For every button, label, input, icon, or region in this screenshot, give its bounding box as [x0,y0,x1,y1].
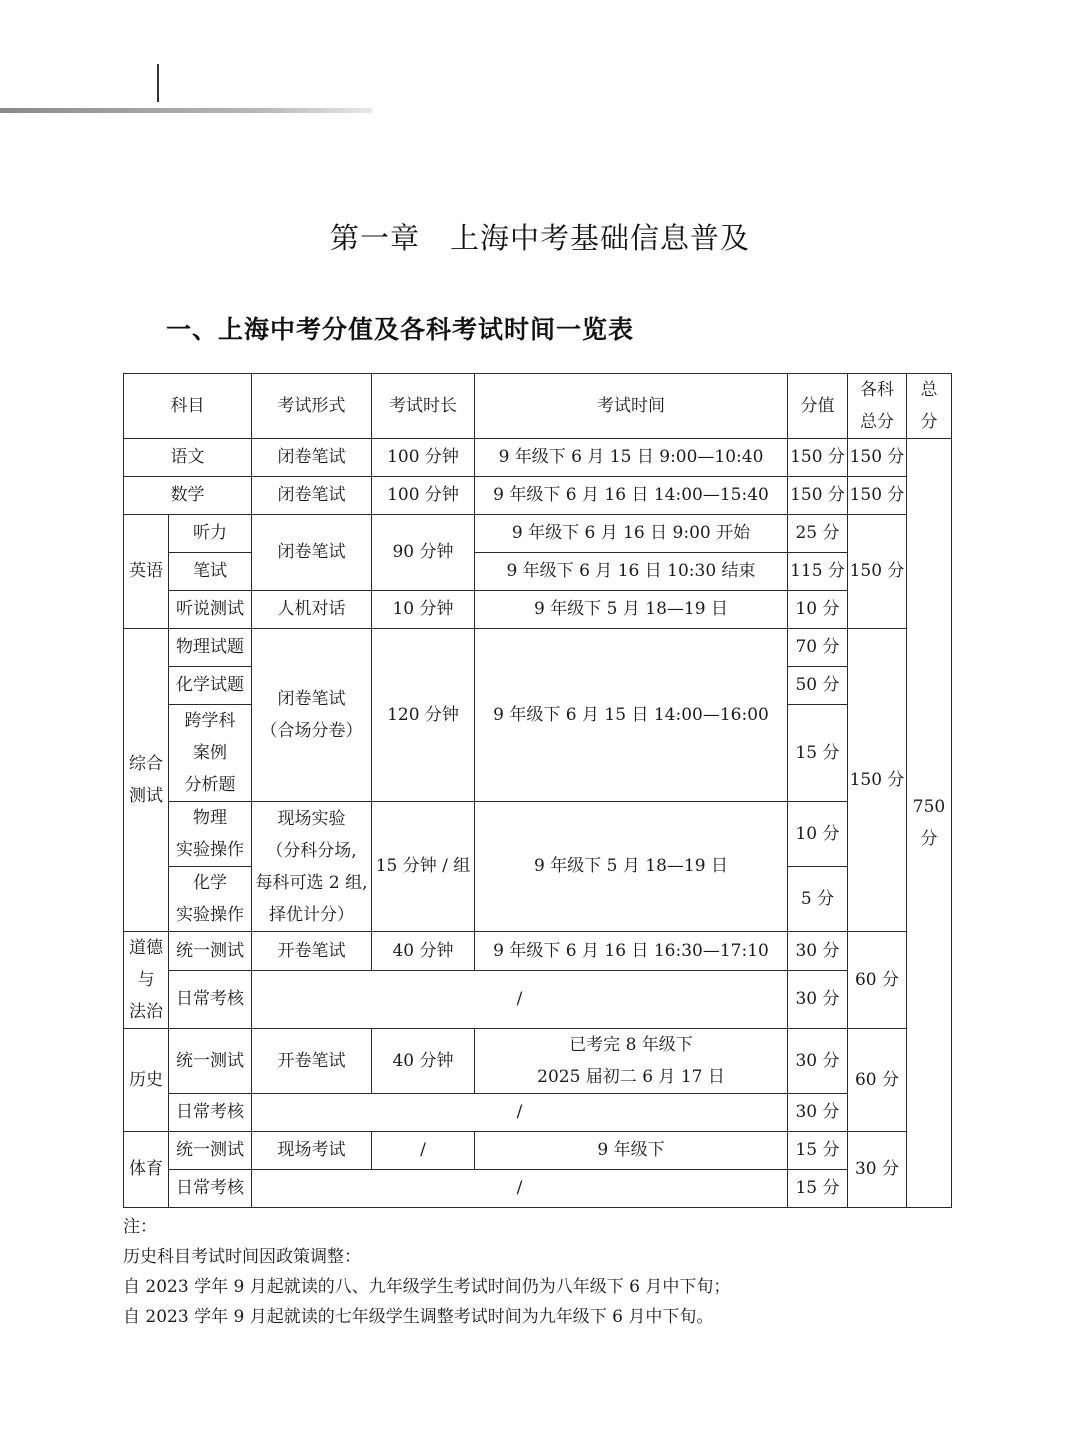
english-listening-time: 9 年级下 6 月 16 日 9:00 开始 [475,515,788,553]
comp-cross-name-line2: 案例 [193,743,227,763]
comp-physics-lab-name-line1: 物理 [193,808,227,828]
table-row-english-listening [124,515,952,553]
comp-lab-format [252,802,372,932]
table-row-english-written [124,553,952,591]
chinese-name: 语文 [124,439,252,477]
pe-unified-duration: / [372,1132,475,1170]
table-row-english-speaking [124,591,952,629]
english-speaking-duration: 10 分钟 [372,591,475,629]
morality-unified-name: 统一测试 [169,932,252,971]
morality-name-line3: 法治 [129,1002,163,1022]
comp-total: 150 分 [848,629,907,932]
table-row-pe-unified [124,1132,952,1170]
table-row-pe-daily [124,1170,952,1208]
morality-total: 60 分 [848,932,907,1029]
english-listening-name: 听力 [169,515,252,553]
comp-written-format-line1: 闭卷笔试 [277,689,346,709]
english-written-time: 9 年级下 6 月 16 日 10:30 结束 [475,553,788,591]
header-grand-total-line1: 总 [920,380,938,400]
history-daily-name: 日常考核 [169,1094,252,1132]
english-speaking-score: 10 分 [788,591,848,629]
chapter-title: 第一章 上海中考基础信息普及 [329,221,750,255]
header-tick-mark [157,64,159,102]
comp-chemistry-name: 化学试题 [169,667,252,705]
math-total: 150 分 [848,477,907,515]
history-unified-score: 30 分 [788,1029,848,1094]
pe-daily-name: 日常考核 [169,1170,252,1208]
morality-unified-score: 30 分 [788,932,848,971]
comp-cross-name [169,705,252,802]
history-unified-name: 统一测试 [169,1029,252,1094]
notes-line3: 自 2023 学年 9 月起就读的七年级学生调整考试时间为九年级下 6 月中下旬。 [123,1307,714,1327]
comp-lab-format-line3: 每科可选 2 组, [255,872,368,893]
pe-unified-time: 9 年级下 [475,1132,788,1170]
pe-name: 体育 [124,1132,169,1208]
comp-name [124,629,169,932]
notes-label: 注： [123,1217,157,1237]
table-row-comp-physics-lab-a [124,802,952,835]
table-row-math [124,477,952,515]
comp-cross-name-line1: 跨学科 [184,711,236,731]
history-unified-time-line2: 2025 届初二 6 月 17 日 [537,1067,725,1087]
comp-written-format-line2: （合场分卷） [260,721,363,741]
chinese-time: 9 年级下 6 月 15 日 9:00—10:40 [475,439,788,477]
header-subject: 科目 [124,374,252,439]
chinese-score: 150 分 [788,439,848,477]
comp-physics-name: 物理试题 [169,629,252,667]
comp-chemistry-lab-name-line2: 实验操作 [176,905,244,925]
table-row-morality-unified [124,932,952,971]
grand-total-unit: 分 [920,829,938,849]
english-speaking-format: 人机对话 [252,591,372,629]
math-format: 闭卷笔试 [252,477,372,515]
notes [123,1212,730,1332]
table-row-chinese [124,439,952,477]
morality-unified-format: 开卷笔试 [252,932,372,971]
english-name: 英语 [124,515,169,629]
section-title: 一、上海中考分值及各科考试时间一览表 [166,315,635,344]
morality-daily-value: / [252,971,788,1029]
english-speaking-time: 9 年级下 5 月 18—19 日 [475,591,788,629]
pe-unified-score: 15 分 [788,1132,848,1170]
comp-cross-score: 15 分 [788,705,848,802]
math-time: 9 年级下 6 月 16 日 14:00—15:40 [475,477,788,515]
comp-written-format [252,629,372,802]
comp-physics-lab-name-line2: 实验操作 [176,840,244,860]
history-unified-duration: 40 分钟 [372,1029,475,1094]
table-row-history-daily [124,1094,952,1132]
comp-lab-time: 9 年级下 5 月 18—19 日 [475,802,788,932]
morality-daily-score: 30 分 [788,971,848,1029]
pe-unified-format: 现场考试 [252,1132,372,1170]
comp-cross-name-line3: 分析题 [184,775,236,795]
morality-unified-duration: 40 分钟 [372,932,475,971]
table-row-history-unified [124,1029,952,1094]
english-shared-format: 闭卷笔试 [252,515,372,591]
chinese-total: 150 分 [848,439,907,477]
comp-name-line2: 测试 [129,786,163,806]
header-subject-total-line1: 各科 [860,380,894,400]
comp-written-duration: 120 分钟 [372,629,475,802]
comp-lab-format-line4: 择优计分） [269,904,354,925]
history-unified-format: 开卷笔试 [252,1029,372,1094]
notes-line2: 自 2023 学年 9 月起就读的八、九年级学生考试时间仍为八年级下 6 月中下旬； [123,1277,731,1297]
header-subject-total-line2: 总分 [860,412,894,432]
history-daily-score: 30 分 [788,1094,848,1132]
chinese-duration: 100 分钟 [372,439,475,477]
comp-chemistry-lab-score: 5 分 [788,867,848,932]
pe-unified-name: 统一测试 [169,1132,252,1170]
grand-total [907,439,952,1208]
table-row-morality-daily [124,971,952,1029]
english-written-name: 笔试 [169,553,252,591]
english-shared-duration: 90 分钟 [372,515,475,591]
comp-name-line1: 综合 [129,754,163,774]
history-name: 历史 [124,1029,169,1132]
comp-physics-score: 70 分 [788,629,848,667]
header-time: 考试时间 [475,374,788,439]
morality-name-line1: 道德 [129,938,163,958]
english-total: 150 分 [848,515,907,629]
comp-physics-lab-name [169,802,252,867]
comp-chemistry-lab-name-line1: 化学 [193,873,227,893]
math-score: 150 分 [788,477,848,515]
comp-chemistry-score: 50 分 [788,667,848,705]
english-listening-score: 25 分 [788,515,848,553]
comp-chemistry-lab-name [169,867,252,932]
pe-daily-score: 15 分 [788,1170,848,1208]
header-format: 考试形式 [252,374,372,439]
history-unified-time-line1: 已考完 8 年级下 [569,1035,693,1055]
exam-schedule-table [123,373,952,1208]
table-row-comp-physics [124,629,952,667]
morality-unified-time: 9 年级下 6 月 16 日 16:30—17:10 [475,932,788,971]
comp-written-time: 9 年级下 6 月 15 日 14:00—16:00 [475,629,788,802]
comp-lab-format-line1: 现场实验 [277,808,346,829]
comp-lab-duration: 15 分钟 / 组 [372,802,475,932]
table-header-row [124,374,952,439]
english-speaking-name: 听说测试 [169,591,252,629]
english-written-score: 115 分 [788,553,848,591]
chinese-format: 闭卷笔试 [252,439,372,477]
history-daily-value: / [252,1094,788,1132]
history-total: 60 分 [848,1029,907,1132]
comp-lab-format-line2: （分科分场, [266,840,357,861]
morality-name [124,932,169,1029]
morality-daily-name: 日常考核 [169,971,252,1029]
math-duration: 100 分钟 [372,477,475,515]
pe-total: 30 分 [848,1132,907,1208]
pe-daily-value: / [252,1170,788,1208]
morality-name-line2: 与 [137,970,155,990]
history-unified-time [475,1029,788,1094]
math-name: 数学 [124,477,252,515]
header-rule [0,108,372,113]
grand-total-value: 750 [912,797,946,817]
comp-physics-lab-score: 10 分 [788,802,848,867]
header-score: 分值 [788,374,848,439]
notes-line1: 历史科目考试时间因政策调整： [123,1247,361,1267]
header-subject-total [848,374,907,439]
header-grand-total-line2: 分 [920,412,938,432]
header-duration: 考试时长 [372,374,475,439]
header-grand-total [907,374,952,439]
